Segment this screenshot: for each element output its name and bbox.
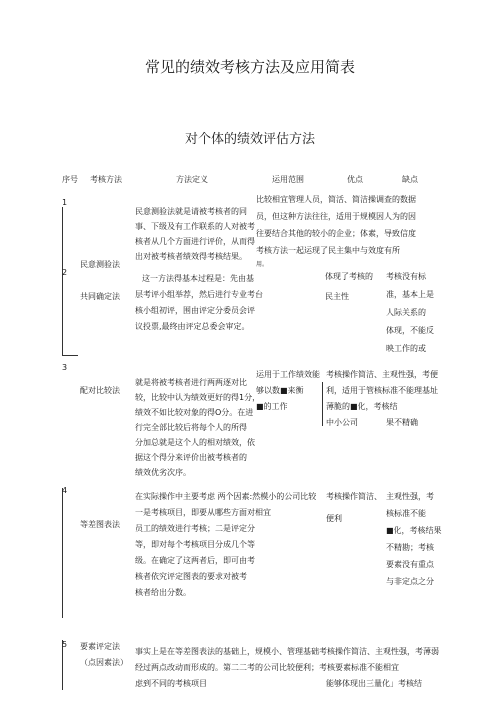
row-4-method: 等差图表法 — [80, 520, 120, 529]
row-3-definition-line-7: 绩效优劣次序。 — [135, 468, 191, 477]
row-3-pros-line-4: 中小公司 — [326, 418, 358, 427]
header-pros: 优点 — [347, 175, 363, 184]
row-2-definition-line-1: 这一方法得基本过程是：先由基 — [142, 274, 254, 283]
row-3-pros-line-2: 利，适用于管核标准不能理基址 — [326, 386, 438, 395]
header-scope: 运用范围 — [272, 175, 304, 184]
table-line-left — [62, 207, 63, 355]
row-5-method-sub: （点因素法） — [80, 658, 128, 667]
row-1-definition-line-1: 民意测验法就是请被考核者的同 — [135, 207, 247, 216]
row-1-scope-line-5: 用。 — [256, 261, 269, 268]
section-subtitle: 对个体的绩效评估方法 — [184, 132, 315, 147]
row-4-cons-line-3: ■化，考核结果 — [386, 526, 442, 535]
row-1-scope-line-4: 考核方法一起运现了民主集中与效度有所 — [256, 246, 400, 255]
row-separator-2-3 — [62, 355, 78, 356]
row-4-cons-line-4: 不精勘；考核 — [386, 543, 434, 552]
row-4-definition-line-6: 核者依究评定图表的要求对被考 — [135, 572, 247, 581]
header-seq: 序号 — [62, 175, 78, 184]
row-5-definition-line-3: 虑到不同的考核项目 — [135, 679, 207, 688]
row-1-cons-line-3: 人际关系的 — [386, 308, 426, 317]
row-5-definition-line-1: 事实上是在等差图表法的基础上，规模小、管理基础考核操作简洁、主观性强，考薄弱 — [135, 647, 439, 656]
row-3-seq: 3 — [62, 363, 68, 372]
header-cons: 缺点 — [402, 175, 418, 184]
row-4-definition-line-5: 级。在确定了这两者后，即可由考 — [135, 556, 255, 565]
row-4-seq: 4 — [62, 486, 68, 495]
row-1-cons-line-5: 映工作的或 — [386, 344, 426, 353]
document-title: 常见的绩效考核方法及应用简表 — [144, 58, 355, 76]
row-2-definition-line-3: 核小组初评，围由评定分委员会评 — [135, 306, 255, 315]
row-1-seq: 1 — [62, 198, 68, 207]
row-1-definition-line-4: 出对被考核者绩效得考核结果。 — [135, 252, 247, 261]
row-2-definition-line-2: 层考评小组举荐，然后进行专业考台 — [135, 290, 263, 299]
row-4-cons-line-6: 与非定点之分 — [386, 577, 434, 586]
row-3-definition-line-2: 较，比较中认为绩效更好的得1分， — [135, 393, 261, 402]
row-3-method: 配对比较法 — [80, 386, 120, 395]
row-3-definition-line-3: 绩效不如比较对象的得O分。在进 — [135, 408, 254, 417]
row-3-definition-line-6: 据这个得分来评价出被考核者的 — [135, 453, 247, 462]
column-line-scope — [322, 382, 323, 426]
row-3-definition-line-1: 就是将被考核者进行两两逐对比 — [135, 378, 247, 387]
header-method: 考核方法 — [90, 175, 122, 184]
row-4-cons-line-1: 主观性强，考 — [386, 492, 434, 501]
row-4-definition-line-2: 一是考核项目，即要从哪些方面对相宜 — [135, 508, 271, 517]
row-5-pros-line-1: 能够体现出三量化」考核结 — [326, 679, 422, 688]
row-1-scope-line-2: 员，但这种方法往往，适用于规模因人为的因 — [256, 212, 416, 221]
row-4-definition-line-1: 在实际操作中主要考虑 两个因素:然模小的公司比较 — [135, 492, 317, 501]
row-5-seq: 5 — [62, 640, 68, 649]
row-4-cons-line-2: 核标准不能 — [386, 509, 426, 518]
row-1-cons-line-1: 考核没有标 — [386, 272, 426, 281]
row-1-definition-line-3: 核者从几个方面进行评价，从而得 — [135, 237, 255, 246]
row-2-definition-line-4: 议投票,最终由评定总委会审定。 — [135, 322, 250, 331]
row-4-definition-line-4: 等，即对每个考核项目分成几个等 — [135, 540, 255, 549]
row-3-scope-line-2: 够以数■来衡 — [256, 386, 304, 395]
row-4-cons-line-5: 要素没有重点 — [386, 560, 434, 569]
row-3-cons-line-1: 果不精确 — [386, 418, 418, 427]
row-3-scope-line-3: ■的工作 — [256, 402, 288, 411]
row-3-pros-line-3: 薄脆的■化，考核结 — [326, 402, 398, 411]
table-line-left-2 — [62, 488, 63, 618]
row-3-pros-line-1: 考核操作简洁、主观性强，考便 — [326, 370, 438, 379]
row-1-pros-line-2: 民主性 — [325, 292, 349, 301]
row-1-cons-line-4: 体现，不能反 — [386, 326, 434, 335]
row-1-cons-line-2: 准，基本上是 — [386, 290, 434, 299]
row-1-pros-line-1: 体现了考核的 — [325, 272, 373, 281]
row-4-pros-line-2: 便利 — [326, 514, 342, 523]
row-1-definition-line-2: 事、下级及有工作联系的人对被考 — [135, 222, 255, 231]
row-4-pros-line-1: 考核操作简洁、 — [326, 492, 382, 501]
row-1-scope-line-3: 往要结合其他的较小的企业；体素，导致信度 — [256, 229, 416, 238]
row-3-definition-line-4: 行完全部比较后将每个人的所得 — [135, 423, 247, 432]
row-1-scope-line-1: 比较相宜管理人员，简活、简洁操调查的数据 — [256, 195, 416, 204]
row-3-definition-line-5: 分加总就是这个人的相对绩效，依 — [135, 438, 255, 447]
row-5-method: 要素评定法 — [80, 642, 120, 651]
row-2-seq: 2 — [62, 268, 68, 277]
row-2-method: 共同确定法 — [80, 292, 120, 301]
row-5-definition-line-2: 经过两点改动而形成的。第二二考的公司比较便利；考核要素标准不能相宜 — [135, 663, 399, 672]
row-1-method: 民意测验法 — [80, 260, 120, 269]
row-4-definition-line-3: 员工的绩效进行考核；二是评定分 — [135, 524, 255, 533]
row-3-scope-line-1: 运用于工作绩效能 — [256, 370, 320, 379]
header-definition: 方法定义 — [176, 175, 208, 184]
row-4-definition-line-7: 核者给出分数。 — [135, 588, 191, 597]
